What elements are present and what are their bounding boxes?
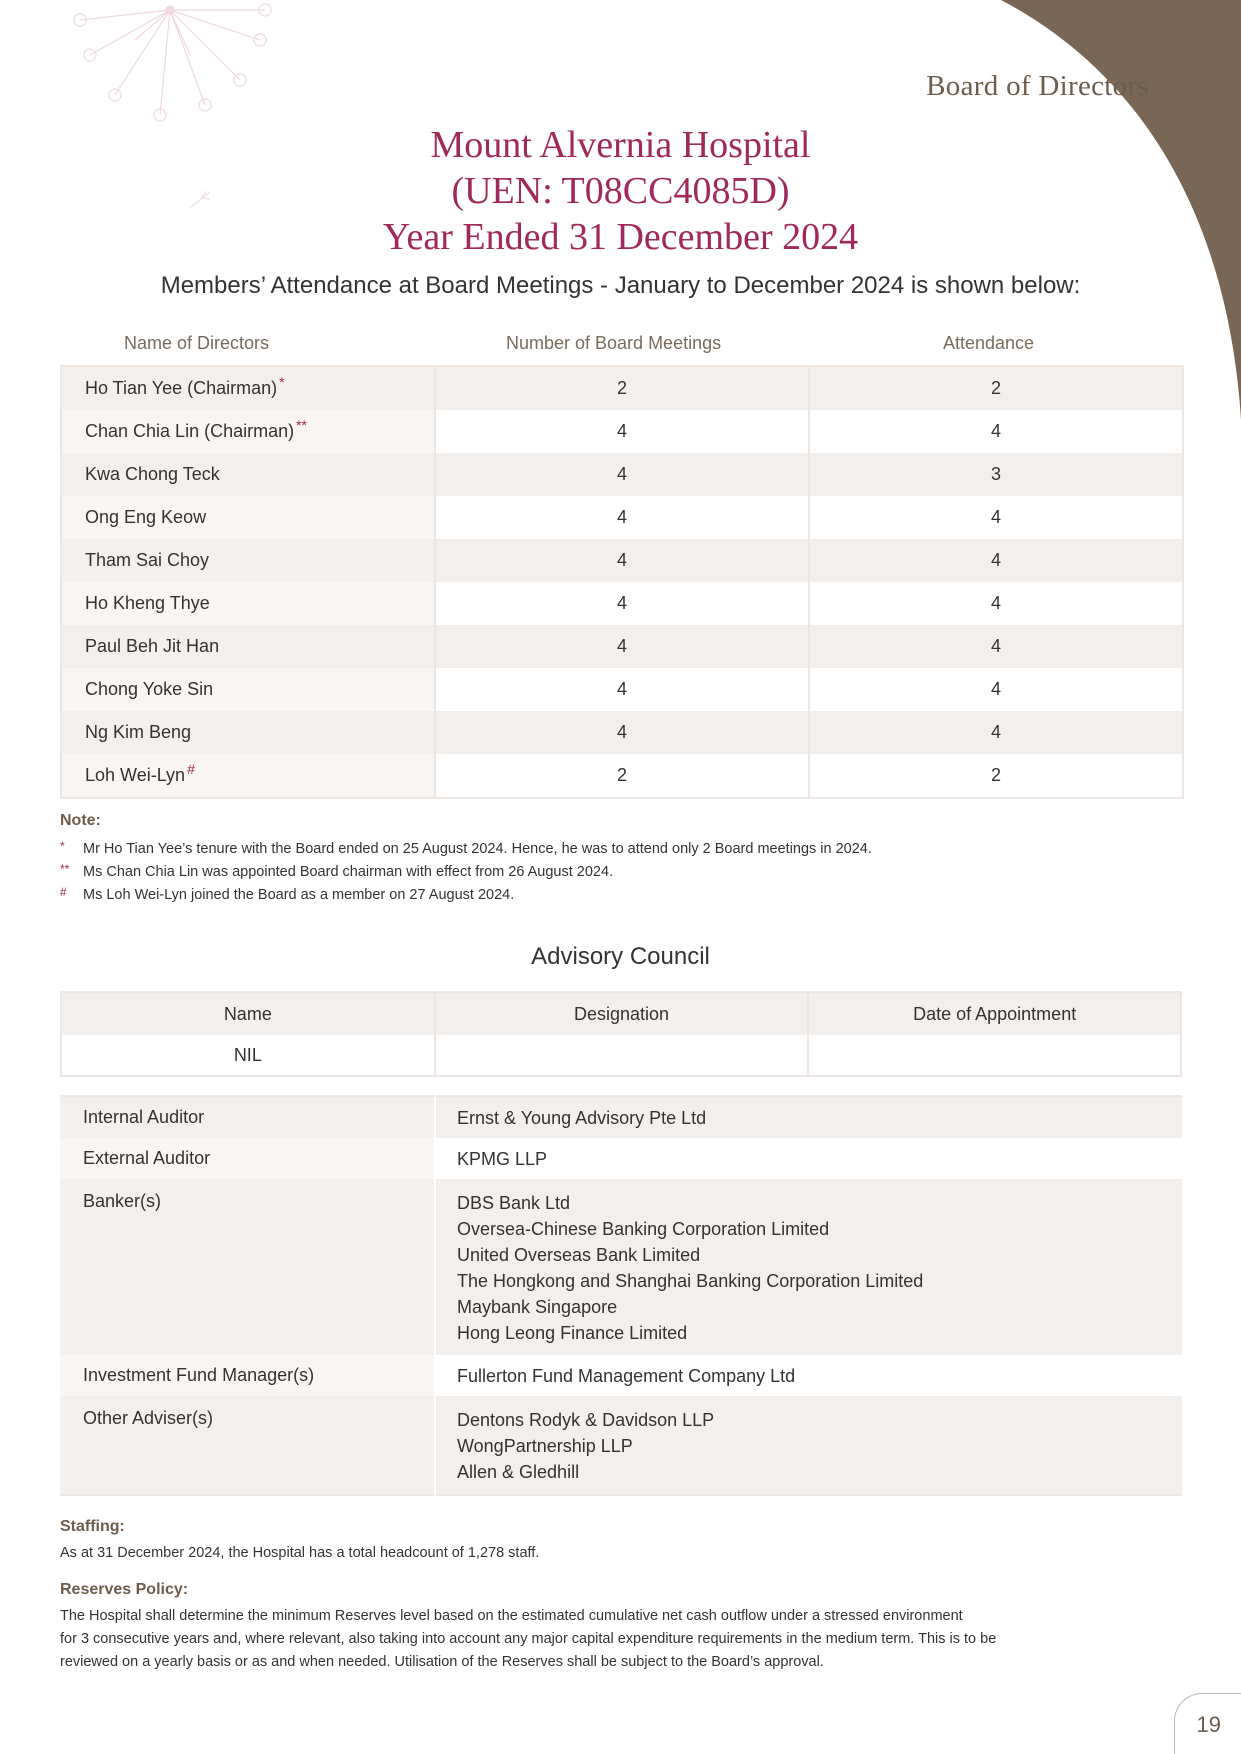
table-row	[61, 539, 1183, 582]
adviser-value: DBS Bank Ltd	[457, 1193, 571, 1213]
adviser-value: Maybank Singapore	[457, 1297, 618, 1317]
attendance-cell: 4	[809, 711, 1183, 754]
adviser-role: Internal Auditor	[60, 1096, 435, 1138]
director-name: Paul Beh Jit Han	[85, 636, 220, 656]
title-line-year: Year Ended 31 December 2024	[382, 216, 859, 258]
attendance-cell: 2	[809, 754, 1183, 798]
meetings-cell: 4	[435, 453, 809, 496]
attendance-table	[60, 365, 1184, 799]
table-row	[61, 668, 1183, 711]
advisory-council-table	[60, 991, 1182, 1077]
reserves-line: The Hospital shall determine the minimum Reserves level based on the estimated cumulative net cash outflow under a stressed environment	[60, 1608, 963, 1624]
director-name-cell	[61, 754, 435, 798]
column-header-name: Name of Directors	[124, 333, 270, 353]
advisory-council-title: Advisory Council	[531, 943, 710, 970]
column-header-attendance: Attendance	[943, 333, 1035, 353]
director-name: Ng Kim Beng	[85, 722, 192, 742]
table-row	[60, 1396, 1182, 1495]
footnote-marker: *	[279, 374, 285, 390]
director-name-cell	[61, 410, 435, 453]
adviser-values	[435, 1138, 1182, 1179]
director-name: Kwa Chong Teck	[85, 464, 220, 484]
adviser-value: The Hongkong and Shanghai Banking Corporation Limited	[457, 1271, 924, 1291]
note-text: Mr Ho Tian Yee’s tenure with the Board ended on 25 August 2024. Hence, he was to attend only 2 Board meetings in 2024.	[83, 841, 872, 857]
adviser-value: United Overseas Bank Limited	[457, 1245, 701, 1265]
attendance-cell: 4	[809, 539, 1183, 582]
adviser-values	[435, 1396, 1182, 1495]
meetings-cell: 4	[435, 496, 809, 539]
table-row	[61, 366, 1183, 410]
table-row	[61, 1035, 1181, 1076]
adviser-values	[435, 1096, 1182, 1138]
table-row	[61, 754, 1183, 798]
attendance-table-header	[60, 333, 1182, 355]
adviser-role: Other Adviser(s)	[60, 1396, 435, 1495]
adviser-value: KPMG LLP	[457, 1148, 548, 1169]
meetings-cell: 4	[435, 668, 809, 711]
table-row	[60, 1138, 1182, 1179]
table-row	[61, 496, 1183, 539]
director-name-cell	[61, 668, 435, 711]
attendance-cell: 4	[809, 668, 1183, 711]
adviser-role: Investment Fund Manager(s)	[60, 1355, 435, 1396]
reserves-policy-text	[60, 1605, 1140, 1674]
director-name-cell	[61, 539, 435, 582]
table-header-row	[61, 992, 1181, 1035]
director-name: Loh Wei-Lyn	[85, 765, 186, 785]
director-name: Ho Kheng Thye	[85, 593, 210, 613]
director-name: Ong Eng Keow	[85, 507, 207, 527]
attendance-cell: 4	[809, 410, 1183, 453]
adviser-value: WongPartnership LLP	[457, 1436, 633, 1456]
table-row	[60, 1179, 1182, 1355]
attendance-cell: 3	[809, 453, 1183, 496]
meetings-cell: 4	[435, 711, 809, 754]
note-label: Note:	[60, 812, 101, 829]
note-text: Ms Loh Wei-Lyn joined the Board as a member on 27 August 2024.	[83, 887, 515, 903]
attendance-cell: 4	[809, 625, 1183, 668]
attendance-cell: 4	[809, 496, 1183, 539]
director-name-cell	[61, 711, 435, 754]
director-name-cell	[61, 366, 435, 410]
column-header-name: Name	[61, 992, 435, 1035]
meetings-cell: 4	[435, 582, 809, 625]
advisers-table	[60, 1095, 1182, 1496]
table-row	[61, 410, 1183, 453]
meetings-cell: 2	[435, 366, 809, 410]
table-row	[61, 582, 1183, 625]
title-line-uen: (UEN: T08CC4085D)	[451, 170, 790, 212]
note-marker: **	[60, 862, 70, 876]
meetings-cell: 2	[435, 754, 809, 798]
council-name-cell: NIL	[61, 1035, 435, 1076]
footnote-marker: **	[296, 417, 307, 433]
attendance-subtitle: Members’ Attendance at Board Meetings - January to December 2024 is shown below:	[160, 272, 1081, 299]
adviser-value: Dentons Rodyk & Davidson LLP	[457, 1410, 715, 1430]
director-name-cell	[61, 496, 435, 539]
meetings-cell: 4	[435, 625, 809, 668]
adviser-values	[435, 1179, 1182, 1355]
reserves-policy-label: Reserves Policy:	[60, 1581, 189, 1598]
note-text: Ms Chan Chia Lin was appointed Board chairman with effect from 26 August 2024.	[83, 864, 614, 880]
reserves-line: for 3 consecutive years and, where relevant, also taking into account any major capital expenditure requirements in the medium term. This is to be	[60, 1631, 997, 1647]
staffing-label: Staffing:	[60, 1518, 125, 1535]
director-name: Chan Chia Lin (Chairman)	[85, 421, 295, 441]
attendance-cell: 2	[809, 366, 1183, 410]
staffing-text: As at 31 December 2024, the Hospital has a total headcount of 1,278 staff.	[60, 1545, 540, 1561]
director-name: Ho Tian Yee (Chairman)	[85, 378, 278, 398]
director-name-cell	[61, 625, 435, 668]
column-header-meetings: Number of Board Meetings	[506, 333, 722, 353]
director-name: Tham Sai Choy	[85, 550, 210, 570]
column-header-designation: Designation	[435, 992, 809, 1035]
director-name-cell	[61, 453, 435, 496]
adviser-values	[435, 1355, 1182, 1396]
page-number: 19	[1196, 1712, 1221, 1737]
council-date-cell	[808, 1035, 1181, 1076]
adviser-role: Banker(s)	[60, 1179, 435, 1355]
adviser-value: Oversea-Chinese Banking Corporation Limited	[457, 1219, 830, 1239]
note-marker: #	[60, 885, 67, 899]
adviser-value: Allen & Gledhill	[457, 1462, 580, 1482]
table-row	[60, 1355, 1182, 1396]
note-marker: *	[60, 839, 65, 853]
director-name: Chong Yoke Sin	[85, 679, 214, 699]
reserves-line: reviewed on a yearly basis or as and when needed. Utilisation of the Reserves shall be subject to the Board’s approval.	[60, 1654, 824, 1670]
adviser-value: Hong Leong Finance Limited	[457, 1323, 688, 1343]
meetings-cell: 4	[435, 410, 809, 453]
meetings-cell: 4	[435, 539, 809, 582]
table-row	[61, 625, 1183, 668]
adviser-value: Fullerton Fund Management Company Ltd	[457, 1365, 796, 1386]
page-title	[0, 122, 1241, 260]
column-header-date: Date of Appointment	[808, 992, 1181, 1035]
footnote-marker: #	[187, 761, 195, 777]
table-row	[61, 453, 1183, 496]
title-line-organization: Mount Alvernia Hospital	[430, 124, 811, 166]
section-title: Board of Directors	[926, 70, 1149, 102]
dandelion-illustration	[60, 0, 280, 130]
adviser-role: External Auditor	[60, 1138, 435, 1179]
director-name-cell	[61, 582, 435, 625]
council-designation-cell	[435, 1035, 809, 1076]
attendance-cell: 4	[809, 582, 1183, 625]
adviser-value: Ernst & Young Advisory Pte Ltd	[457, 1107, 707, 1128]
table-row	[60, 1096, 1182, 1138]
table-row	[61, 711, 1183, 754]
